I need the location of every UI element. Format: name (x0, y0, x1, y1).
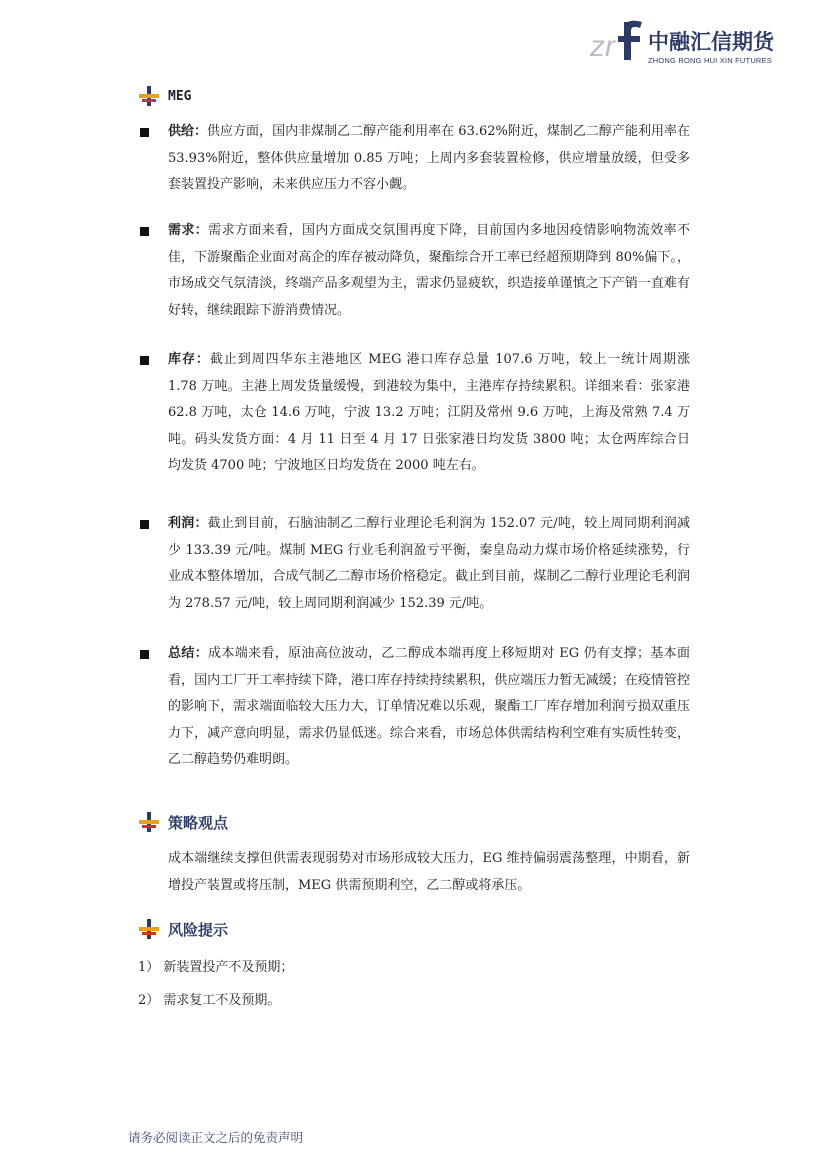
section-heading-strategy (138, 810, 228, 834)
strategy-text: 成本端继续支撑但供需表现弱势对市场形成较大压力，EG 维持偏弱震荡整理，中期看，新增投产装置或将压制，MEG 供需预期利空，乙二醇或将承压。 (168, 851, 690, 893)
section-cross-icon (138, 811, 160, 833)
logo-english-name: ZHONG RONG HUI XIN FUTURES (648, 56, 772, 65)
section-title-risk: 风险提示 (168, 920, 229, 939)
section-title-strategy: 策略观点 (168, 813, 229, 832)
item-summary (168, 641, 690, 774)
bullet-square-icon (140, 650, 149, 659)
bullet-square-icon (140, 128, 149, 137)
item-text: 截止到目前，石脑油制乙二醇行业理论毛利润为 152.07 元/吨，较上周同期利润减少 133.39 元/吨。煤制 MEG 行业毛利润盈亏平衡，秦皇岛动力煤市场价格延续涨势，行业成本整体增加，合成气制乙二醇市场价格稳定。截止到目前，煤制乙二醇行业理论毛利润为 278.57 元/吨，较上周同期利润减少 152.39 元/吨。 (168, 516, 690, 611)
risk-item: 2） 需求复工不及预期。 (138, 993, 281, 1008)
item-label-sep: ： (195, 352, 210, 367)
item-label-sep: ： (194, 516, 208, 531)
bullet-square-icon (140, 227, 149, 236)
bullet-square-icon (140, 356, 149, 365)
section-heading-meg (138, 84, 191, 108)
item-label: 利润 (168, 516, 195, 531)
item-supply (168, 119, 690, 199)
section-cross-icon (138, 85, 160, 107)
item-label: 库存 (168, 352, 196, 367)
item-demand (168, 218, 690, 324)
section-cross-icon (138, 918, 160, 940)
bullet-square-icon (140, 520, 149, 529)
item-label-sep: ： (194, 646, 209, 661)
section-heading-risk (138, 917, 228, 941)
item-label: 总结 (168, 646, 195, 661)
logo-chinese-name: 中融汇信期货 (648, 30, 774, 54)
item-text: 截止到周四华东主港地区 MEG 港口库存总量 107.6 万吨，较上一统计周期涨 1.78 万吨。主港上周发货量缓慢，到港较为集中，主港库存持续累积。详细来看：张家港 62.8 万吨，太仓 14.6 万吨，宁波 13.2 万吨；江阴及常州 9.6 万吨，上海及常熟 7.4 万吨。码头发货方面：4 月 11 日至 4 月 17 日张家港日均发货 3800 吨；太仓两库综合日均发货 4700 吨；宁波地区日均发货在 2000 吨左右。 (168, 352, 690, 473)
item-inventory (168, 347, 690, 480)
item-label-sep: ： (194, 223, 209, 238)
section-title-meg: MEG (168, 88, 192, 104)
logo-mark-icon (590, 20, 646, 64)
item-text: 成本端来看，原油高位波动，乙二醇成本端再度上移短期对 EG 仍有支撑；基本面看，国内工厂开工率持续下降，港口库存持续持续累积，供应端压力暂无减缓；在疫情管控的影响下，需求端面临较大压力大，订单情况难以乐观，聚酯工厂库存增加利润亏损双重压力下，减产意向明显，需求仍显低迷。综合来看，市场总体供需结构利空难有实质性转变，乙二醇趋势仍难明朗。 (168, 646, 690, 767)
risk-item: 1） 新装置投产不及预期； (138, 960, 294, 975)
company-logo (590, 20, 790, 68)
item-text: 供应方面，国内非煤制乙二醇产能利用率在 63.62%附近，煤制乙二醇产能利用率在 53.93%附近，整体供应量增加 0.85 万吨；上周内多套装置检修，供应增量放缓，但受多套装置投产影响，未来供应压力不容小觑。 (168, 124, 690, 192)
item-profit (168, 511, 690, 617)
svg-text:zr: zr (590, 30, 615, 63)
disclaimer-footer: 请务必阅读正文之后的免责声明 (128, 1130, 304, 1145)
item-label-sep: ： (194, 124, 208, 139)
item-label: 供给 (168, 124, 195, 139)
item-label: 需求 (168, 223, 195, 238)
item-text: 需求方面来看，国内方面成交氛围再度下降，目前国内多地因疫情影响物流效率不佳，下游聚酯企业面对高企的库存被动降负，聚酯综合开工率已经超预期降到 80%偏下。，市场成交气氛清淡，终端产品多观望为主，需求仍显疲软，织造接单谨慎之下产销一直难有好转，继续跟踪下游消费情况。 (168, 223, 690, 318)
